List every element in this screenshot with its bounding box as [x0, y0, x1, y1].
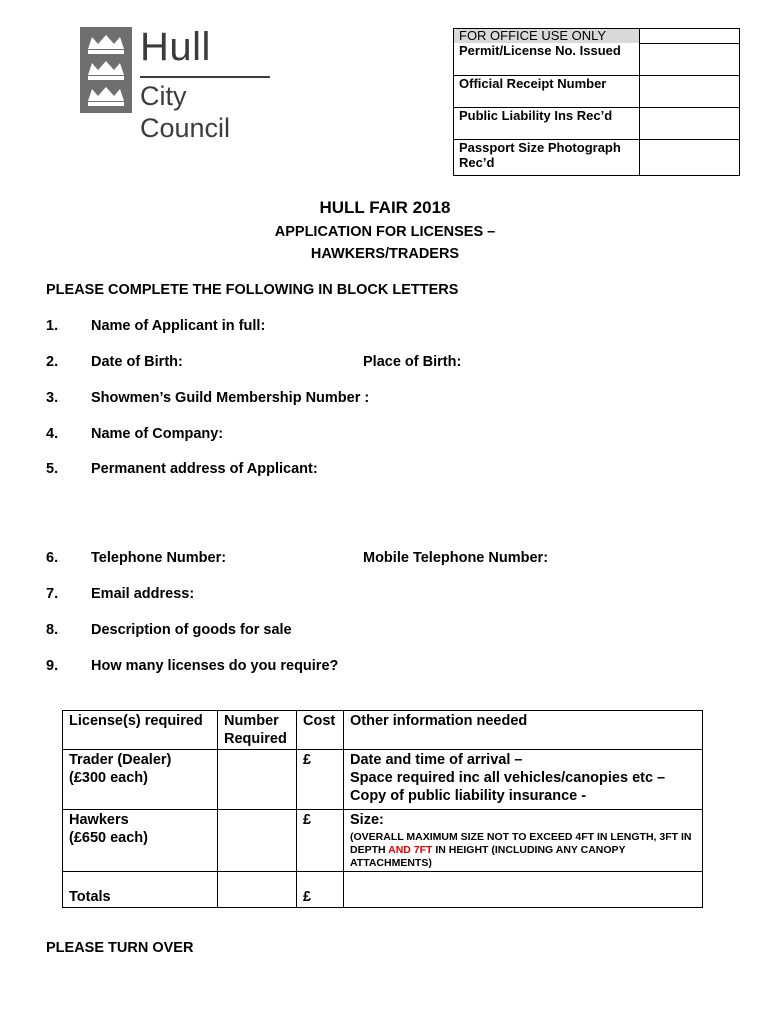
office-header: FOR OFFICE USE ONLY [454, 29, 640, 44]
logo-text-city-council: City Council [140, 81, 231, 143]
item-number: 3. [46, 390, 59, 406]
office-field-photo[interactable] [640, 139, 740, 175]
date-of-birth-label[interactable]: Date of Birth: [91, 354, 183, 370]
trader-info-space: Space required inc all vehicles/canopies etc – [350, 770, 666, 786]
header-cost: Cost [297, 711, 344, 750]
crown-crest-icon [80, 27, 132, 113]
hawkers-cell [63, 810, 218, 872]
office-header-blank [640, 29, 740, 44]
hawkers-label: Hawkers [69, 812, 129, 828]
item-5 [0, 461, 770, 481]
hull-city-council-logo [80, 25, 275, 143]
size-note-red: AND 7FT [388, 844, 433, 856]
office-row-permit: Permit/License No. Issued [454, 43, 640, 75]
header-other-info: Other information needed [344, 711, 703, 750]
item-1 [0, 318, 770, 338]
office-row-receipt: Official Receipt Number [454, 75, 640, 107]
mobile-telephone-label[interactable]: Mobile Telephone Number: [363, 550, 549, 566]
item-9 [0, 658, 770, 678]
logo-divider [140, 76, 270, 78]
hawkers-number-field[interactable] [218, 810, 297, 872]
trader-cost-field[interactable]: £ [297, 750, 344, 810]
totals-label: Totals [63, 872, 218, 908]
item-number: 6. [46, 550, 59, 566]
item-4 [0, 426, 770, 446]
header-licenses: License(s) required [63, 711, 218, 750]
telephone-label[interactable]: Telephone Number: [91, 550, 227, 566]
trader-number-field[interactable] [218, 750, 297, 810]
logo-text-hull: Hull [140, 25, 211, 69]
license-table [62, 710, 703, 908]
please-turn-over: PLEASE TURN OVER [46, 940, 194, 956]
email-label[interactable]: Email address: [91, 586, 195, 602]
office-field-liability[interactable] [640, 107, 740, 139]
hawkers-info-cell [344, 810, 703, 872]
company-name-label[interactable]: Name of Company: [91, 426, 224, 442]
form-subtitle-2: HAWKERS/TRADERS [310, 246, 460, 262]
item-2 [0, 354, 770, 374]
instruction-text: PLEASE COMPLETE THE FOLLOWING IN BLOCK LETTERS [46, 282, 459, 298]
size-note [350, 831, 696, 870]
trader-info-cell [344, 750, 703, 810]
office-field-permit[interactable] [640, 43, 740, 75]
hawkers-price: (£650 each) [69, 830, 148, 846]
item-number: 9. [46, 658, 59, 674]
item-number: 1. [46, 318, 59, 334]
goods-description-label[interactable]: Description of goods for sale [91, 622, 292, 638]
item-number: 7. [46, 586, 59, 602]
place-of-birth-label[interactable]: Place of Birth: [363, 354, 462, 370]
office-use-table [453, 28, 740, 176]
item-6 [0, 550, 770, 570]
totals-cost-field[interactable]: £ [297, 872, 344, 908]
totals-info-cell [344, 872, 703, 908]
trader-label: Trader (Dealer) [69, 752, 172, 768]
totals-number-field[interactable] [218, 872, 297, 908]
license-count-label: How many licenses do you require? [91, 658, 339, 674]
header-number: Number Required [218, 711, 297, 750]
size-note-a: (OVERALL MAXIMUM SIZE NOT TO EXCEED 4FT IN LENGTH, 3FT IN DEPTH [350, 831, 692, 856]
hawkers-cost-field[interactable]: £ [297, 810, 344, 872]
trader-info-arrival: Date and time of arrival – [350, 752, 523, 768]
size-note-b: IN HEIGHT (INCLUDING ANY CANOPY ATTACHMENTS) [350, 844, 626, 869]
applicant-name-label[interactable]: Name of Applicant in full: [91, 318, 266, 334]
item-number: 4. [46, 426, 59, 442]
trader-info-insurance: Copy of public liability insurance - [350, 788, 587, 804]
form-title: HULL FAIR 2018 [319, 198, 451, 217]
office-row-photo: Passport Size Photograph Rec’d [454, 139, 640, 175]
address-label[interactable]: Permanent address of Applicant: [91, 461, 318, 477]
guild-membership-label[interactable]: Showmen’s Guild Membership Number : [91, 390, 370, 406]
trader-cell [63, 750, 218, 810]
item-number: 2. [46, 354, 59, 370]
item-7 [0, 586, 770, 606]
item-8 [0, 622, 770, 642]
size-label: Size: [350, 812, 384, 828]
item-number: 5. [46, 461, 59, 477]
office-row-liability: Public Liability Ins Rec’d [454, 107, 640, 139]
item-3 [0, 390, 770, 410]
trader-price: (£300 each) [69, 770, 148, 786]
office-field-receipt[interactable] [640, 75, 740, 107]
item-number: 8. [46, 622, 59, 638]
form-subtitle-1: APPLICATION FOR LICENSES – [274, 224, 496, 240]
